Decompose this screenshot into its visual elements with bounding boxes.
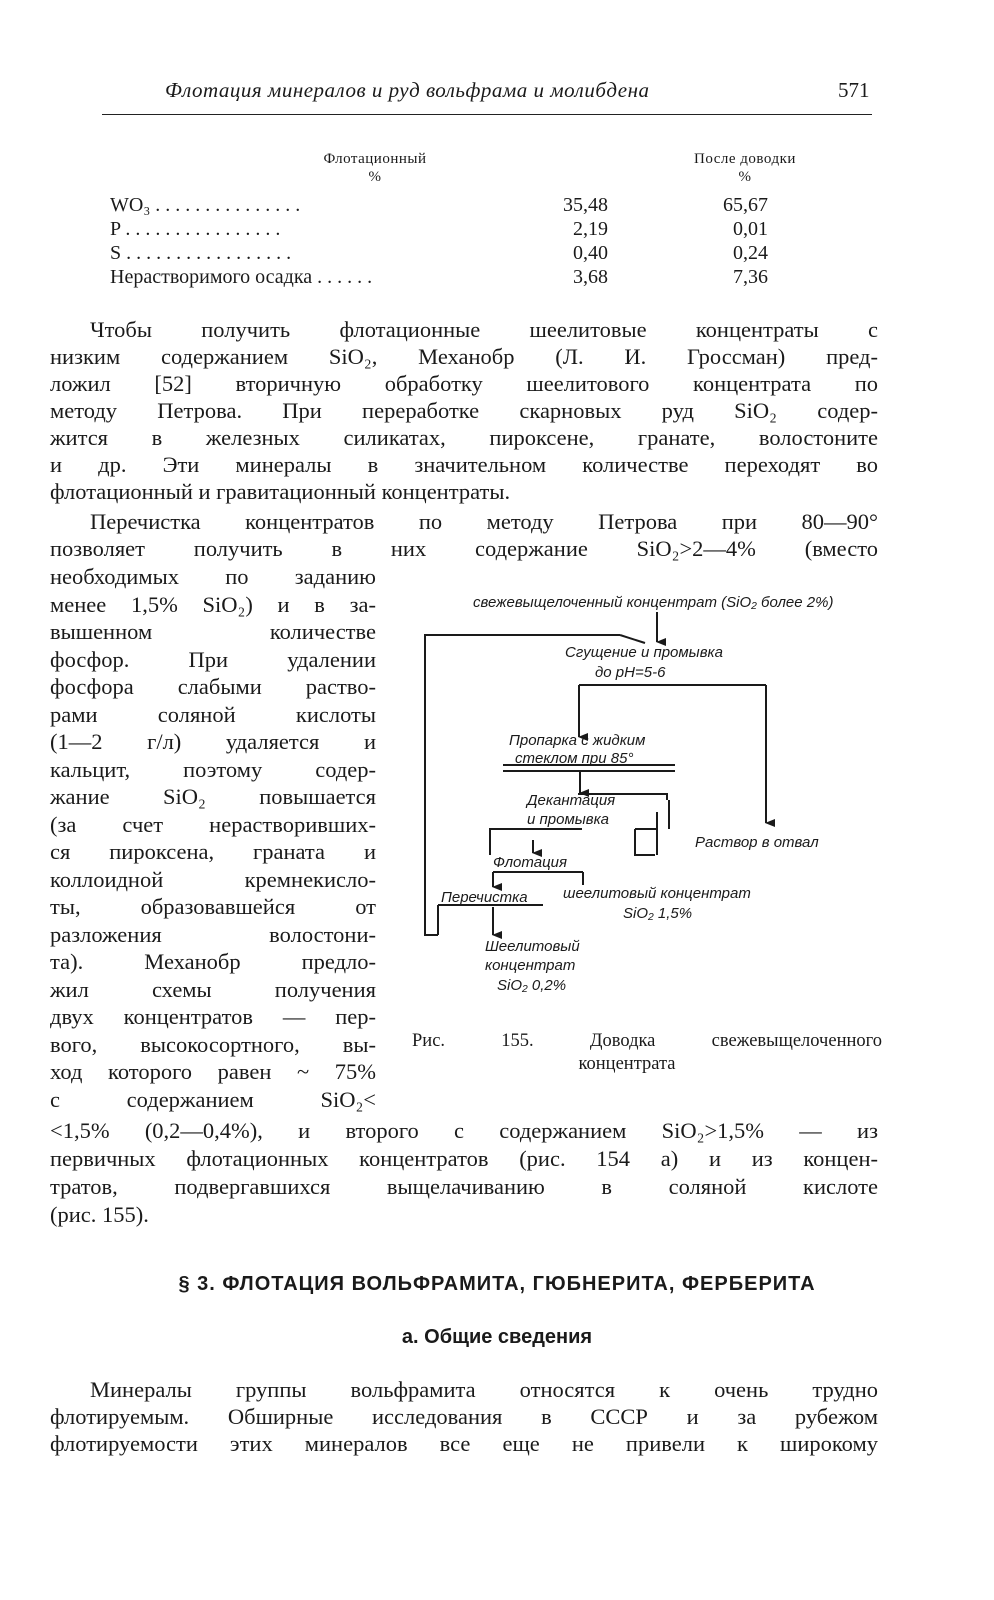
- table-row-value-refined: 0,24: [733, 242, 768, 264]
- flow-product-2-line2: концентрат: [485, 957, 576, 974]
- section-heading: § 3. ФЛОТАЦИЯ ВОЛЬФРАМИТА, ГЮБНЕРИТА, ФЕРБЕРИТА: [178, 1273, 816, 1295]
- page-number: 571: [838, 78, 870, 102]
- text-line: Перечистка концентратов по методу Петрова при 80—90°: [90, 509, 878, 534]
- header-rule: [102, 114, 872, 115]
- text-line: вышенном количестве: [50, 619, 376, 644]
- text-line: позволяет получить в них содержание SiO₂>2—4% (вместо: [50, 536, 878, 561]
- text-line: двух концентратов — пер-: [50, 1004, 376, 1029]
- text-line: и др. Эти минералы в значительном количестве переходят во: [50, 452, 878, 477]
- table-row-label: Нерастворимого осадка . . . . . .: [110, 266, 373, 288]
- table-row-value-refined: 65,67: [723, 194, 768, 216]
- table-row-label: P . . . . . . . . . . . . . . . .: [110, 218, 281, 240]
- text-line: низким содержанием SiO₂, Механобр (Л. И. Гроссман) пред-: [50, 344, 878, 369]
- flow-product-1: шеелитовый концентрат: [563, 885, 751, 902]
- table-col2-unit: %: [738, 169, 752, 185]
- text-line: Чтобы получить флотационные шеелитовые концентраты с: [90, 317, 878, 342]
- figure-caption-line2: концентрата: [578, 1054, 676, 1074]
- text-line: с содержанием SiO₂<: [50, 1086, 376, 1112]
- table-row-value-flotation: 35,48: [563, 194, 608, 216]
- flow-step-steaming-temp: стеклом при 85°: [515, 750, 634, 767]
- text-line: ты, образовавшейся от: [50, 894, 376, 919]
- flow-line: [490, 829, 582, 855]
- flowsheet-diagram: [405, 585, 885, 1010]
- text-line: (1—2 г/л) удаляется и: [50, 729, 376, 754]
- text-line: коллоидной кремнекисло-: [50, 866, 376, 892]
- table-col2-header: [670, 150, 820, 186]
- table-row-value-refined: 7,36: [733, 266, 768, 288]
- flow-waste-label: Раствор в отвал: [695, 834, 819, 851]
- text-line: методу Петрова. При переработке скарновых руд SiO₂ содер-: [50, 398, 878, 423]
- text-line: тратов, подвергавшихся выщелачиванию в соляной кислоте: [50, 1174, 878, 1199]
- flow-step-flotation: Флотация: [493, 854, 567, 871]
- table-row-label: S . . . . . . . . . . . . . . . . .: [110, 242, 292, 264]
- table-col2-title: После доводки: [694, 151, 796, 167]
- table-row-value-refined: 0,01: [733, 218, 768, 240]
- text-line: <1,5% (0,2—0,4%), и второго с содержанием SiO₂>1,5% — из: [50, 1118, 878, 1143]
- subsection-heading: а. Общие сведения: [401, 1326, 593, 1348]
- table-col1-unit: %: [368, 169, 382, 185]
- flow-step-decantation: Декантация: [527, 792, 616, 809]
- table-col1-title: Флотационный: [323, 151, 427, 167]
- text-line: ход которого равен ~ 75%: [50, 1059, 376, 1084]
- flow-product-2: Шеелитовый: [485, 938, 580, 955]
- table-row-value-flotation: 3,68: [573, 266, 608, 288]
- flow-step-thickening: Сгущение и промывка: [565, 644, 723, 661]
- flow-input-label: свежевыщелоченный концентрат (SiO₂ более 2%): [473, 594, 834, 611]
- text-line: кальцит, поэтому содер-: [50, 756, 376, 782]
- text-line: вого, высокосортного, вы-: [50, 1031, 376, 1057]
- flow-step-cleaning: Перечистка: [441, 889, 528, 906]
- text-line: жится в железных силикатах, пироксене, гранате, волостоните: [50, 425, 878, 450]
- flow-product-2-sio2: SiO₂ 0,2%: [497, 977, 567, 994]
- text-line: жание SiO₂ повышается: [50, 784, 376, 809]
- flow-line: [620, 635, 645, 643]
- table-row: [110, 241, 790, 265]
- flow-product-1-sio2: SiO₂ 1,5%: [623, 905, 693, 922]
- table-col1-header: [300, 150, 450, 186]
- text-line: флотируемым. Обширные исследования в СССР и за рубежом: [50, 1404, 878, 1429]
- figure-caption: Рис. 155. Доводка свежевыщелоченного: [412, 1031, 882, 1051]
- text-line: ложил [52] вторичную обработку шеелитового концентрата по: [50, 371, 878, 396]
- text-line: Минералы группы вольфрамита относятся к очень трудно: [90, 1377, 878, 1402]
- table-row: [110, 265, 790, 289]
- text-line: фосфора слабыми раство-: [50, 674, 376, 699]
- flow-line: [635, 829, 655, 855]
- text-line: разложения волостони-: [50, 921, 376, 947]
- text-line: та). Механобр предло-: [50, 949, 376, 974]
- text-line: ся пироксена, граната и: [50, 839, 376, 864]
- flow-step-steaming: Пропарка с жидким: [509, 732, 646, 749]
- text-line: флотируемости этих минералов все еще не привели к широкому: [50, 1431, 878, 1456]
- text-line: фосфор. При удалении: [50, 646, 376, 672]
- text-line: менее 1,5% SiO₂) и в за-: [50, 591, 376, 617]
- table-row: [110, 217, 790, 241]
- table-row-value-flotation: 0,40: [573, 242, 608, 264]
- running-title: Флотация минералов и руд вольфрама и молибдена: [165, 78, 650, 102]
- flow-step-thickening-ph: до pH=5-6: [595, 664, 666, 681]
- table-row: [110, 193, 790, 217]
- text-line: необходимых по заданию: [50, 564, 376, 589]
- table-row-label: WO₃ . . . . . . . . . . . . . . .: [110, 194, 301, 216]
- text-line: (рис. 155).: [50, 1202, 149, 1227]
- text-line: рами соляной кислоты: [50, 701, 376, 727]
- table-row-value-flotation: 2,19: [573, 218, 608, 240]
- flow-step-decantation-wash: и промывка: [527, 811, 610, 828]
- text-line: (за счет нерастворивших-: [50, 811, 376, 837]
- text-line: флотационный и гравитационный концентраты.: [50, 479, 511, 504]
- text-line: жил схемы получения: [50, 976, 376, 1002]
- text-line: первичных флотационных концентратов (рис. 154 а) и из концен-: [50, 1146, 878, 1171]
